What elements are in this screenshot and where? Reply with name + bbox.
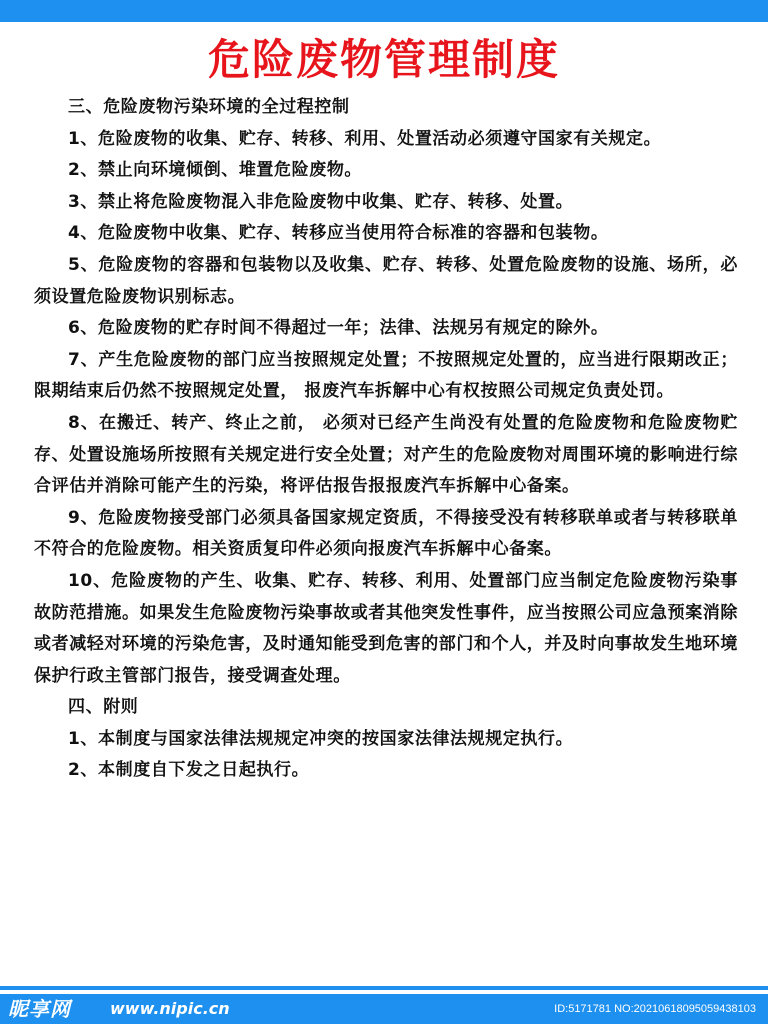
- section-3-item-8: 8、在搬迁、转产、终止之前， 必须对已经产生尚没有处置的危险废物和危险废物贮存、处置设施场所按照有关规定进行安全处置；对产生的危险废物对周围环境的影响进行综合评估并消除可能产生的污染，将评估报告报报废汽车拆解中心备案。: [34, 412, 738, 497]
- section-3-item-4: 4、危险废物中收集、贮存、转移应当使用符合标准的容器和包装物。: [68, 223, 609, 244]
- section-3-heading: 三、危险废物污染环境的全过程控制: [68, 97, 350, 117]
- watermark-id: ID:5171781 NO:20210618095059438103: [554, 1003, 756, 1015]
- bottom-divider-line: [0, 986, 768, 990]
- section-4-item-1: 1、本制度与国家法律法规规定冲突的按国家法律法规规定执行。: [68, 728, 574, 749]
- section-3-item-1: 1、危险废物的收集、贮存、转移、利用、处置活动必须遵守国家有关规定。: [68, 128, 662, 149]
- section-3-item-6: 6、危险废物的贮存时间不得超过一年；法律、法规另有规定的除外。: [68, 318, 609, 339]
- top-blue-bar: [0, 0, 768, 22]
- section-3-item-5: 5、危险废物的容器和包装物以及收集、贮存、转移、处置危险废物的设施、场所，必须设置危险废物识别标志。: [34, 254, 738, 307]
- section-3-item-3: 3、禁止将危险废物混入非危险废物中收集、贮存、转移、处置。: [68, 191, 574, 212]
- section-3-item-10: 10、危险废物的产生、收集、贮存、转移、利用、处置部门应当制定危险废物污染事故防范措施。如果发生危险废物污染事故或者其他突发性事件，应当按照公司应急预案消除或者减轻对环境的污染危害，及时通知能受到危害的部门和个人，并及时向事故发生地环境保护行政主管部门报告，接受调查处理。: [34, 570, 738, 686]
- section-3-item-2: 2、禁止向环境倾倒、堆置危险废物。: [68, 160, 363, 181]
- watermark-url: www.nipic.cn: [110, 999, 230, 1018]
- section-3-item-9: 9、危险废物接受部门必须具备国家规定资质，不得接受没有转移联单或者与转移联单不符合的危险废物。相关资质复印件必须向报废汽车拆解中心备案。: [34, 507, 738, 560]
- document-title: 危险废物管理制度: [207, 35, 560, 84]
- section-3-item-7: 7、产生危险废物的部门应当按照规定处置；不按照规定处置的，应当进行限期改正；限期结束后仍然不按照规定处置， 报废汽车拆解中心有权按照公司规定负责处罚。: [34, 349, 738, 402]
- section-4-item-2: 2、本制度自下发之日起执行。: [68, 760, 310, 781]
- document-body: [34, 92, 738, 787]
- section-4-heading: 四、附则: [68, 697, 139, 718]
- watermark-logo: 昵享网: [8, 997, 71, 1021]
